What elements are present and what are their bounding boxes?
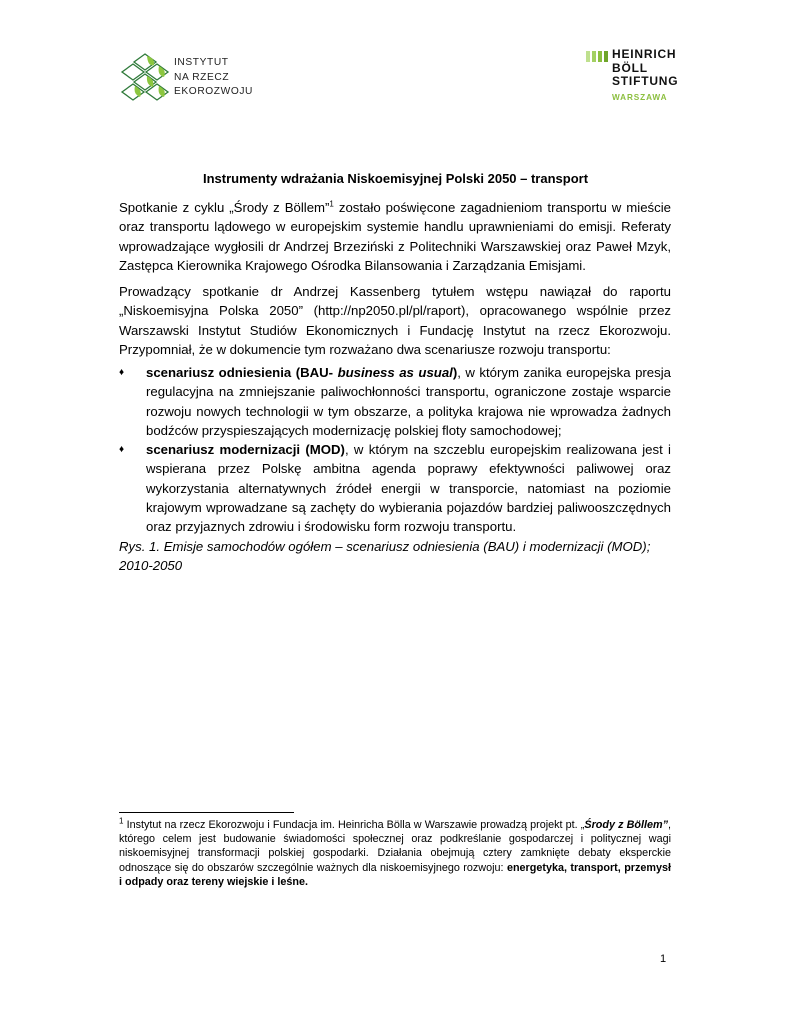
- leaf-cluster-icon: [120, 50, 170, 106]
- list-item: [119, 363, 671, 440]
- document-title: Instrumenty wdrażania Niskoemisyjnej Polski 2050 – transport: [202, 171, 589, 186]
- bold-run: scenariusz modernizacji (MOD): [146, 442, 345, 458]
- logo-line: NA RZECZ: [174, 71, 230, 83]
- footnote-mark: 1: [119, 816, 124, 826]
- list-item: [119, 440, 671, 536]
- institute-logo-text: [174, 56, 253, 100]
- logo-line: HEINRICH: [612, 47, 677, 61]
- text-run: Instytut na rzecz Ekorozwoju i Fundacja im. Heinricha Bölla w Warszawie prowadzą projekt pt. „: [123, 819, 585, 831]
- institute-logo: [120, 50, 260, 106]
- foundation-logo: [586, 48, 686, 108]
- bullet-diamond-icon: ♦: [119, 367, 125, 378]
- logo-line: EKOROZWOJU: [174, 86, 254, 97]
- logo-line: STIFTUNG: [612, 74, 679, 88]
- foundation-logo-text: [612, 48, 678, 89]
- figure-caption: Rys. 1. Emisje samochodów ogółem – scenariusz odniesienia (BAU) i modernizacji (MOD); 2010-2050: [119, 539, 651, 574]
- bold-italic-run: Środy z Böllem”: [584, 819, 668, 831]
- footnote: [119, 818, 671, 889]
- foundation-city: WARSZAWA: [612, 93, 668, 102]
- bullet-diamond-icon: ♦: [119, 444, 125, 456]
- bold-run: energetyka, transport, przemysł i odpady oraz tereny wiejskie i leśne.: [119, 861, 672, 888]
- bold-italic-run: business as usual: [337, 365, 453, 380]
- bold-run: ): [452, 365, 458, 380]
- logo-line: BÖLL: [612, 60, 648, 75]
- text-run: zostało poświęcone zagadnieniom transportu w mieście oraz transportu lądowego w europejskim systemie handlu uprawnieniami do emisji. Referaty wprowadzające wygłosili dr Andrzej Brzeziński z Politechniki Warszawskiej oraz Paweł Mzyk, Zastępca Kierownika Krajowego Ośrodka Bilansowania i Zarządzania Emisjami.: [119, 200, 671, 273]
- text-run: Spotkanie z cyklu „Środy z Böllem”: [119, 200, 330, 215]
- text-run: , którego celem jest budowanie świadomości społecznej oraz podkreślanie gospodarczej i politycznej wagi niskoemisyjnej transformacji polskiej gospodarki. Działania obejmują cztery zamknięte debaty eksperckie odnoszące się do obszarów szczególnie ważnych dla niskoemisyjnego rozwoju:: [119, 819, 671, 874]
- foundation-bars-icon: [586, 51, 608, 62]
- paragraph-report: Prowadzący spotkanie dr Andrzej Kassenberg tytułem wstępu nawiązał do raportu „Niskoemisyjna Polska 2050” (http://np2050.pl/pl/raport), opracowanego wspólnie przez Warszawski Instytut Studiów Ekonomicznych i Fundację Instytut na rzecz Ekorozwoju. Przypomniał, że w dokumencie tym rozważano dwa scenariusze rozwoju transportu:: [119, 284, 671, 357]
- scenario-list: [119, 363, 671, 537]
- footnote-reference[interactable]: 1: [329, 199, 334, 209]
- footnote-separator: [119, 812, 294, 813]
- paragraph-intro: [119, 198, 671, 275]
- page-number: 1: [660, 953, 667, 965]
- bold-run: scenariusz odniesienia (BAU-: [146, 365, 338, 380]
- text-run: , w którym na szczeblu europejskim realizowana jest i wspierana przez Polskę ambitna agenda poprawy efektywności paliwowej oraz wykorzystania alternatywnych źródeł energii w transporcie, natomiast na poziomie krajowym wprowadzane są zachęty do wybierania pojazdów bardziej paliwooszczędnych oraz przyjaznych zdrowiu i środowisku form rozwoju transportu.: [146, 442, 671, 535]
- logo-line: INSTYTUT: [174, 57, 229, 68]
- text-run: , w którym zanika europejska presja regulacyjna na zmniejszanie paliwochłonności transportu, ograniczone zostaje wsparcie rozwoju nowych technologii w tym obszarze, a polityka krajowa nie wprowadza żadnych bodźców przyspieszających modernizację polskiej floty samochodowej;: [146, 365, 671, 438]
